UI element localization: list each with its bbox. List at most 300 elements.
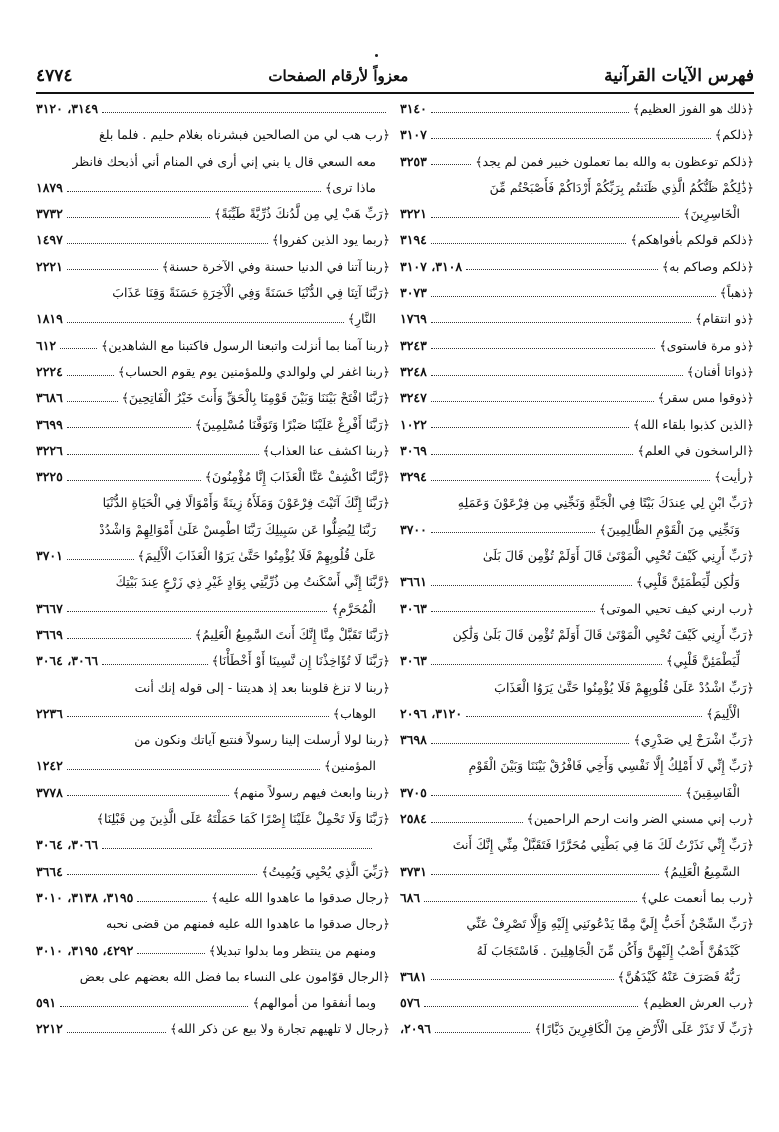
page-refs: ٥٧٦ bbox=[400, 995, 421, 1011]
entry-line bbox=[36, 806, 390, 832]
verse-text: وبما أنفقوا من أموالهم﴾ bbox=[252, 995, 376, 1011]
entry-line bbox=[400, 333, 754, 359]
header-rule bbox=[36, 92, 754, 94]
page-refs: ٢٢١٢ bbox=[36, 1021, 63, 1037]
entry-line bbox=[36, 938, 390, 964]
index-entry bbox=[36, 859, 390, 885]
index-entry bbox=[36, 806, 390, 859]
entry-line bbox=[400, 201, 754, 227]
index-entry bbox=[36, 964, 390, 1017]
entry-line bbox=[36, 727, 390, 753]
page-number: ٤٧٧٤ bbox=[36, 66, 73, 86]
dot-leader bbox=[102, 112, 386, 113]
entry-line bbox=[400, 596, 754, 622]
page-refs: ٥٩١ bbox=[36, 995, 57, 1011]
dot-leader bbox=[431, 243, 626, 244]
verse-text: ﴿رب بما أنعمت علي﴾ bbox=[640, 889, 754, 905]
verse-text: ﴿ربنا آتنا في الدنيا حسنة وفي الآخرة حسنة﴾ bbox=[161, 258, 390, 274]
page-refs: ٢٢٢١ bbox=[36, 258, 63, 274]
entry-line bbox=[400, 517, 754, 543]
index-entry bbox=[400, 280, 754, 306]
page-subtitle: معزواً لأرقام الصفحات bbox=[268, 67, 409, 85]
entry-line bbox=[400, 359, 754, 385]
dot-leader bbox=[431, 874, 659, 875]
page-refs: ٣٠٦٣ bbox=[400, 653, 427, 669]
verse-text: ﴿الرجال قوّامون على النساء بما فضل الله بعضهم على بعض bbox=[79, 968, 390, 984]
verse-text: رَبُّهُ فَصَرَفَ عَنْهُ كَيْدَهُنَّ﴾ bbox=[617, 968, 740, 984]
index-entry bbox=[36, 254, 390, 280]
page-refs: ٣١٩٤ bbox=[400, 232, 427, 248]
page-refs: ٣٠٦٩ bbox=[400, 442, 427, 458]
verse-text: ﴿ذواتا أفنان﴾ bbox=[686, 363, 754, 379]
dot-leader bbox=[67, 454, 259, 455]
verse-text: ﴿رَبَّنَا آتِنَا فِي الدُّنْيَا حَسَنَةً وَفِي الْآخِرَةِ حَسَنَةً وَقِنَا عَذَابَ bbox=[112, 285, 390, 301]
entry-line bbox=[400, 254, 754, 280]
verse-text: ﴿رَّبَّنَا إِنِّي أَسْكَنتُ مِن ذُرِّيَّتِي بِوَادٍ غَيْرِ ذِي زَرْعٍ عِندَ بَيْتِكَ bbox=[115, 574, 390, 590]
index-columns bbox=[36, 96, 754, 1106]
entry-line bbox=[36, 885, 390, 911]
dot-leader bbox=[431, 217, 679, 218]
verse-text: ﴿ربنا لا تزغ قلوبنا بعد إذ هديتنا - إلى قوله إنك أنت bbox=[134, 679, 390, 695]
dot-leader bbox=[431, 664, 662, 665]
entry-line bbox=[400, 149, 754, 175]
entry-line bbox=[400, 227, 754, 253]
dot-leader bbox=[67, 559, 134, 560]
dot-leader bbox=[431, 480, 710, 481]
verse-text: ومنهم من ينتظر وما بدلوا تبديلا﴾ bbox=[208, 942, 376, 958]
entry-line bbox=[400, 859, 754, 885]
entry-line bbox=[36, 438, 390, 464]
verse-text: رَبَّنَا لِيُضِلُّوا عَن سَبِيلِكَ رَبَّنَا اطْمِسْ عَلَىٰ أَمْوَالِهِمْ وَاشْدُدْ bbox=[99, 521, 376, 537]
dot-leader bbox=[431, 401, 654, 402]
verse-text: ﴿ذلكم﴾ bbox=[714, 127, 754, 143]
entry-line bbox=[400, 280, 754, 306]
page-refs: ٣٧٣١ bbox=[400, 863, 427, 879]
index-entry bbox=[36, 648, 390, 674]
verse-text: ﴿ربنا وابعث فيهم رسولاً منهم﴾ bbox=[232, 784, 390, 800]
verse-text: ﴿رَبِّ أَرِنِي كَيْفَ تُحْيِي الْمَوْتَىٰ قَالَ أَوَلَمْ تُؤْمِن قَالَ بَلَىٰ bbox=[482, 548, 754, 564]
verse-text: المؤمنين﴾ bbox=[323, 758, 376, 774]
entry-line bbox=[400, 727, 754, 753]
dot-leader bbox=[435, 1032, 530, 1033]
entry-line bbox=[400, 780, 754, 806]
dot-leader bbox=[67, 795, 229, 796]
index-entry bbox=[36, 1016, 390, 1042]
page-refs: ٦١٢ bbox=[36, 337, 57, 353]
entry-line bbox=[36, 122, 390, 148]
page-refs: ١٠٢٢ bbox=[400, 416, 427, 432]
dot-leader bbox=[431, 454, 634, 455]
verse-text: الْخَاسِرِينَ﴾ bbox=[683, 206, 740, 222]
entry-line bbox=[400, 701, 754, 727]
index-entry bbox=[36, 569, 390, 622]
dot-leader bbox=[67, 217, 210, 218]
entry-line bbox=[36, 280, 390, 306]
index-entry bbox=[400, 227, 754, 253]
entry-line bbox=[400, 622, 754, 648]
entry-line bbox=[400, 964, 754, 990]
dot-leader bbox=[67, 427, 191, 428]
verse-text: ﴿ذلكم قولكم بأفواهكم﴾ bbox=[630, 232, 754, 248]
entry-line bbox=[400, 806, 754, 832]
verse-text: ﴿رَبِّ اشْدُدْ عَلَىٰ قُلُوبِهِمْ فَلَا يُؤْمِنُوا حَتَّىٰ يَرَوُا الْعَذَابَ bbox=[494, 679, 754, 695]
index-entry bbox=[36, 464, 390, 490]
entry-line bbox=[400, 306, 754, 332]
verse-text: ﴿رَبِّ لَا تَذَرْ عَلَى الْأَرْضِ مِنَ الْكَافِرِينَ دَيَّارًا﴾ bbox=[534, 1021, 754, 1037]
page-refs: ٣٢٢٥ bbox=[36, 469, 63, 485]
page-refs: ٣٦٩٩ bbox=[36, 416, 63, 432]
dot-leader bbox=[431, 743, 630, 744]
page-refs: ١٧٦٩ bbox=[400, 311, 427, 327]
index-entry bbox=[36, 385, 390, 411]
verse-text: ﴿ذلك هو الفوز العظيم﴾ bbox=[632, 101, 754, 116]
entry-line bbox=[36, 359, 390, 385]
entry-line bbox=[400, 438, 754, 464]
page-refs: ٣٢٥٣ bbox=[400, 153, 427, 169]
page-refs: ١٨٧٩ bbox=[36, 179, 63, 195]
dot-leader bbox=[67, 611, 328, 612]
entry-line bbox=[400, 96, 754, 122]
page-refs: ٣٠٦٦، ٣٠٦٤ bbox=[36, 837, 99, 853]
entry-line bbox=[400, 569, 754, 595]
verse-text: ﴿ذلكم توعظون به والله بما تعملون خبير فمن لم يجد﴾ bbox=[475, 153, 754, 169]
index-entry bbox=[400, 254, 754, 280]
page-refs: ٣١٤٩، ٣١٢٠ bbox=[36, 101, 99, 116]
entry-line bbox=[400, 675, 754, 701]
verse-text: ﴿رَبَّنَا تَقَبَّلْ مِنَّا إِنَّكَ أَنتَ السَّمِيعُ الْعَلِيمُ﴾ bbox=[194, 626, 390, 642]
verse-text: الوهاب﴾ bbox=[332, 705, 376, 721]
verse-text: ﴿الذين كذبوا بلقاء الله﴾ bbox=[632, 416, 754, 432]
index-entry bbox=[36, 333, 390, 359]
verse-text: الْأَلِيمَ﴾ bbox=[706, 705, 740, 721]
entry-line bbox=[36, 306, 390, 332]
verse-text: ﴿رَبِّيَ الَّذِي يُحْيِي وَيُمِيتُ﴾ bbox=[261, 863, 390, 879]
verse-text: ﴿ذهباً﴾ bbox=[719, 285, 754, 301]
index-entry bbox=[36, 490, 390, 569]
dot-leader bbox=[431, 822, 523, 823]
dot-leader bbox=[137, 901, 207, 902]
page-refs: ٢٢٢٤ bbox=[36, 363, 63, 379]
dot-leader bbox=[102, 664, 207, 665]
index-entry bbox=[400, 990, 754, 1016]
entry-line bbox=[36, 701, 390, 727]
entry-line bbox=[400, 832, 754, 858]
index-entry bbox=[36, 622, 390, 648]
entry-line bbox=[36, 569, 390, 595]
dot-leader bbox=[67, 638, 191, 639]
page-refs: ٦٨٦ bbox=[400, 889, 421, 905]
entry-line bbox=[400, 885, 754, 911]
dot-leader bbox=[431, 375, 683, 376]
entry-line bbox=[36, 517, 390, 543]
verse-text: الْمُحَرَّمِ﴾ bbox=[331, 600, 376, 616]
page-refs: ١٢٤٢ bbox=[36, 758, 63, 774]
dot-leader bbox=[67, 375, 114, 376]
index-entry bbox=[36, 438, 390, 464]
verse-text: ﴿رَبَّنَا افْتَحْ بَيْنَنَا وَبَيْنَ قَوْمِنَا بِالْحَقِّ وَأَنتَ خَيْرُ الْفَاتِحِينَ﴾ bbox=[121, 390, 390, 406]
page-title: فهرس الآيات القرآنية bbox=[604, 66, 754, 86]
index-entry bbox=[400, 675, 754, 728]
verse-text: ﴿رَبَّنَا أَفْرِغْ عَلَيْنَا صَبْرًا وَتَوَفَّنَا مُسْلِمِينَ﴾ bbox=[194, 416, 390, 432]
dot-leader bbox=[67, 322, 344, 323]
entry-line bbox=[400, 122, 754, 148]
verse-text: عَلَىٰ قُلُوبِهِمْ فَلَا يُؤْمِنُوا حَتَّىٰ يَرَوُا الْعَذَابَ الْأَلِيمَ﴾ bbox=[137, 548, 376, 564]
index-entry bbox=[400, 438, 754, 464]
entry-line bbox=[36, 1016, 390, 1042]
index-entry bbox=[400, 96, 754, 122]
entry-line bbox=[400, 464, 754, 490]
verse-text: ﴿رَبَّنَا لَا تُؤَاخِذْنَا إِن نَّسِينَا أَوْ أَخْطَأْنَا﴾ bbox=[211, 653, 390, 669]
dot-leader bbox=[137, 953, 204, 954]
dot-leader bbox=[67, 243, 268, 244]
verse-text: النَّارِ﴾ bbox=[347, 311, 376, 327]
entry-line bbox=[36, 911, 390, 937]
dot-leader bbox=[67, 269, 158, 270]
index-entry bbox=[400, 490, 754, 543]
verse-text: ﴿رَبَّنَا إِنَّكَ آتَيْتَ فِرْعَوْنَ وَمَلَأَهُ زِينَةً وَأَمْوَالًا فِي الْحَيَاةِ الدُّنْيَا bbox=[102, 495, 390, 511]
page-refs: ٢٥٨٤ bbox=[400, 811, 427, 827]
dot-leader bbox=[431, 585, 632, 586]
page-refs: ٣٦٦٤ bbox=[36, 863, 63, 879]
dot-leader bbox=[67, 716, 329, 717]
entry-line bbox=[400, 753, 754, 779]
dot-leader bbox=[67, 401, 118, 402]
page-refs: ٣٦٨٦ bbox=[36, 390, 63, 406]
verse-text: ﴿ربنا اكشف عنا العذاب﴾ bbox=[262, 442, 390, 458]
verse-text: الْفَاسِقِينَ﴾ bbox=[685, 784, 740, 800]
verse-text: ﴿رجال لا تلهيهم تجارة ولا بيع عن ذكر الله﴾ bbox=[170, 1021, 390, 1037]
page-refs: ٢٠٩٦، bbox=[400, 1021, 431, 1037]
entry-line bbox=[36, 385, 390, 411]
entry-line bbox=[400, 175, 754, 201]
page-refs: ٣٠٦٣ bbox=[400, 600, 427, 616]
page-refs: ٣٢٤٨ bbox=[400, 363, 427, 379]
page-refs: ٣٦٩٨ bbox=[400, 732, 427, 748]
entry-line bbox=[36, 964, 390, 990]
dot-leader bbox=[431, 795, 681, 796]
index-entry bbox=[36, 727, 390, 780]
verse-text: وَنَجِّنِي مِنَ الْقَوْمِ الظَّالِمِينَ﴾ bbox=[599, 521, 740, 537]
page-refs: ٣٢٩٤ bbox=[400, 469, 427, 485]
page-refs: ٣٠٧٣ bbox=[400, 285, 427, 301]
entry-line bbox=[36, 990, 390, 1016]
dot-leader bbox=[431, 427, 629, 428]
verse-text: ﴿رَبِّ السِّجْنُ أَحَبُّ إِلَيَّ مِمَّا يَدْعُونَنِي إِلَيْهِ وَإِلَّا تَصْرِفْ عَنِّي bbox=[466, 916, 754, 932]
entry-line bbox=[400, 938, 754, 964]
index-entry bbox=[400, 885, 754, 911]
index-entry bbox=[400, 149, 754, 175]
index-entry bbox=[400, 911, 754, 990]
page-refs: ٣١٢٠، ٢٠٩٦ bbox=[400, 705, 463, 721]
index-entry bbox=[400, 727, 754, 753]
index-entry bbox=[400, 464, 754, 490]
left-column bbox=[36, 96, 390, 1106]
index-entry bbox=[400, 385, 754, 411]
entry-line bbox=[36, 96, 390, 122]
entry-line bbox=[400, 412, 754, 438]
verse-text: لِّيَطْمَئِنَّ قَلْبِي﴾ bbox=[666, 653, 740, 669]
dot-leader bbox=[424, 901, 636, 902]
index-entry bbox=[400, 122, 754, 148]
index-entry bbox=[36, 201, 390, 227]
page-refs: ٤٢٩٢، ٣١٩٥، ٣٠١٠ bbox=[36, 942, 134, 958]
dot-leader bbox=[431, 138, 711, 139]
verse-text: ﴿رب ارني كيف تحيي الموتى﴾ bbox=[598, 600, 754, 616]
verse-text: ماذا ترى﴾ bbox=[324, 179, 376, 195]
index-entry bbox=[36, 675, 390, 728]
verse-text: ﴿رَبِّ هَبْ لِي مِن لَّدُنكَ ذُرِّيَّةً طَيِّبَةً﴾ bbox=[214, 206, 390, 222]
entry-line bbox=[36, 832, 390, 858]
verse-text: معه السعي قال يا بني إني أرى في المنام أني أذبحك فانظر bbox=[72, 153, 376, 169]
index-entry bbox=[36, 885, 390, 911]
verse-text: ﴿رَبِّ ابْنِ لِي عِندَكَ بَيْتًا فِي الْجَنَّةِ وَنَجِّنِي مِن فِرْعَوْنَ وَعَمَلِهِ bbox=[457, 495, 754, 511]
verse-text: ﴿رَبِّ إِنِّي لَا أَمْلِكُ إِلَّا نَفْسِي وَأَخِي فَافْرُقْ بَيْنَنَا وَبَيْنَ الْقَوْمِ bbox=[468, 758, 754, 774]
verse-text: ﴿ربما يود الذين كفروا﴾ bbox=[271, 232, 390, 248]
verse-text: ﴿رب العرش العظيم﴾ bbox=[642, 995, 754, 1011]
verse-text: ﴿ذو انتقام﴾ bbox=[695, 311, 754, 327]
dot-leader bbox=[466, 269, 658, 270]
dot-leader bbox=[431, 296, 716, 297]
dot-leader bbox=[431, 112, 629, 113]
right-column bbox=[400, 96, 754, 1106]
index-entry bbox=[400, 306, 754, 332]
dot-leader bbox=[102, 848, 372, 849]
entry-line bbox=[36, 596, 390, 622]
page-refs: ٣٦٨١ bbox=[400, 968, 427, 984]
page-refs: ٣١٤٠ bbox=[400, 101, 427, 116]
dot-leader bbox=[67, 191, 321, 192]
dot-leader bbox=[431, 164, 471, 165]
index-entry bbox=[36, 122, 390, 201]
page-refs: ٣١٠٧ bbox=[400, 127, 427, 143]
entry-line bbox=[36, 648, 390, 674]
verse-text: ﴿ذوقوا مس سقر﴾ bbox=[657, 390, 754, 406]
index-entry bbox=[36, 359, 390, 385]
dot-leader bbox=[67, 769, 320, 770]
verse-text: ﴿رجال صدقوا ما عاهدوا الله عليه فمنهم من قضى نحبه bbox=[106, 916, 390, 932]
verse-text: ﴿ربنا آمنا بما أنزلت واتبعنا الرسول فاكتبنا مع الشاهدين﴾ bbox=[101, 337, 390, 353]
dot-leader bbox=[431, 979, 614, 980]
page-refs: ٣١٩٥، ٣١٣٨، ٣٠١٠ bbox=[36, 889, 134, 905]
page-refs: ٣٢٢١ bbox=[400, 206, 427, 222]
index-entry bbox=[36, 227, 390, 253]
index-entry bbox=[400, 806, 754, 832]
entry-line bbox=[36, 333, 390, 359]
page-refs: ٣٠٦٦، ٣٠٦٤ bbox=[36, 653, 99, 669]
index-entry bbox=[36, 280, 390, 333]
verse-text: ﴿رب إني مسني الضر وانت ارحم الراحمين﴾ bbox=[526, 811, 754, 827]
verse-text: ﴿الراسخون في العلم﴾ bbox=[637, 442, 754, 458]
dot-leader bbox=[431, 532, 595, 533]
verse-text: ﴿ربنا لولا أرسلت إلينا رسولاً فنتبع آياتك ونكون من bbox=[134, 732, 390, 748]
page-refs: ٢٢٣٦ bbox=[36, 705, 63, 721]
index-entry bbox=[400, 753, 754, 806]
verse-text: ﴿رَبِّ اشْرَحْ لِي صَدْرِي﴾ bbox=[633, 732, 754, 748]
entry-line bbox=[36, 543, 390, 569]
verse-text: ﴿ذو مرة فاستوى﴾ bbox=[659, 337, 754, 353]
entry-line bbox=[36, 780, 390, 806]
index-entry bbox=[400, 412, 754, 438]
index-entry bbox=[400, 622, 754, 675]
entry-line bbox=[400, 543, 754, 569]
entry-line bbox=[36, 490, 390, 516]
page-header bbox=[36, 62, 754, 90]
entry-line bbox=[400, 490, 754, 516]
index-entry bbox=[400, 832, 754, 885]
index-entry bbox=[36, 911, 390, 964]
page-refs: ٣٧٧٨ bbox=[36, 784, 63, 800]
verse-text: ﴿ذَٰلِكُمْ ظَنُّكُمُ الَّذِي ظَنَنتُم بِرَبِّكُمْ أَرْدَاكُمْ فَأَصْبَحْتُم مِّنَ bbox=[489, 179, 754, 195]
page-refs: ٣٢٤٣ bbox=[400, 337, 427, 353]
page-refs: ٣٢٢٦ bbox=[36, 442, 63, 458]
verse-text: كَيْدَهُنَّ أَصْبُ إِلَيْهِنَّ وَأَكُن مِّنَ الْجَاهِلِينَ . فَاسْتَجَابَ لَهُ bbox=[476, 942, 740, 958]
index-entry bbox=[400, 359, 754, 385]
page-refs: ١٨١٩ bbox=[36, 311, 63, 327]
dot-leader bbox=[60, 348, 97, 349]
verse-text: السَّمِيعُ الْعَلِيمُ﴾ bbox=[663, 863, 740, 879]
entry-line bbox=[36, 201, 390, 227]
dot-leader bbox=[424, 1006, 638, 1007]
verse-text: ﴿رأيت﴾ bbox=[714, 469, 754, 485]
index-entry bbox=[400, 175, 754, 228]
entry-line bbox=[400, 911, 754, 937]
page-refs: ٣٧٣٢ bbox=[36, 206, 63, 222]
verse-text: ﴿رَبِّ إِنِّي نَذَرْتُ لَكَ مَا فِي بَطْنِي مُحَرَّرًا فَتَقَبَّلْ مِنِّي إِنَّكَ أَنتَ bbox=[452, 837, 754, 853]
page-refs: ١٤٩٧ bbox=[36, 232, 63, 248]
page-refs: ٣٦٦٧ bbox=[36, 600, 63, 616]
verse-text: ﴿ذلكم وصاكم به﴾ bbox=[661, 258, 754, 274]
page-refs: ٣٢٤٧ bbox=[400, 390, 427, 406]
index-entry bbox=[36, 412, 390, 438]
index-entry bbox=[400, 1016, 754, 1042]
index-entry bbox=[400, 333, 754, 359]
index-entry bbox=[400, 596, 754, 622]
entry-line bbox=[400, 648, 754, 674]
dot-leader bbox=[67, 874, 257, 875]
entry-line bbox=[36, 227, 390, 253]
dot-leader bbox=[431, 611, 595, 612]
entry-line bbox=[36, 412, 390, 438]
entry-line bbox=[36, 149, 390, 175]
entry-line bbox=[36, 675, 390, 701]
entry-line bbox=[36, 464, 390, 490]
page-refs: ٣٦٦١ bbox=[400, 574, 427, 590]
dot-leader bbox=[431, 348, 656, 349]
verse-text: ﴿رَبَّنَا وَلَا تَحْمِلْ عَلَيْنَا إِصْرًا كَمَا حَمَلْتَهُ عَلَى الَّذِينَ مِن قَبْلِنَا﴾ bbox=[96, 811, 390, 827]
dot-leader bbox=[431, 322, 691, 323]
page-refs: ٣١٠٨، ٣١٠٧ bbox=[400, 258, 463, 274]
verse-text: ﴿رجال صدقوا ما عاهدوا الله عليه﴾ bbox=[211, 889, 390, 905]
entry-line bbox=[400, 1016, 754, 1042]
verse-text: ﴿رب هب لي من الصالحين فبشرناه بغلام حليم . فلما بلغ bbox=[99, 127, 390, 143]
verse-text: ﴿ربنا اغفر لي ولوالدي وللمؤمنين يوم يقوم الحساب﴾ bbox=[117, 363, 390, 379]
dot-leader bbox=[67, 480, 201, 481]
page-refs: ٣٧٠١ bbox=[36, 548, 63, 564]
verse-text: ﴿رَبِّ أَرِنِي كَيْفَ تُحْيِي الْمَوْتَىٰ قَالَ أَوَلَمْ تُؤْمِن قَالَ بَلَىٰ وَلَٰكِن bbox=[452, 626, 754, 642]
page-refs: ٣٦٦٩ bbox=[36, 626, 63, 642]
entry-line bbox=[400, 385, 754, 411]
page-refs: ٣٧٠٥ bbox=[400, 784, 427, 800]
index-entry bbox=[36, 96, 390, 122]
dot-leader bbox=[67, 1032, 166, 1033]
verse-text: وَلَٰكِن لِّيَطْمَئِنَّ قَلْبِي﴾ bbox=[635, 574, 740, 590]
dot-leader bbox=[466, 716, 702, 717]
index-entry bbox=[400, 543, 754, 596]
entry-line bbox=[400, 990, 754, 1016]
verse-text: ﴿رَّبَّنَا اكْشِفْ عَنَّا الْعَذَابَ إِنَّا مُؤْمِنُونَ﴾ bbox=[204, 469, 390, 485]
index-entry bbox=[36, 780, 390, 806]
page-refs: ٣٧٠٠ bbox=[400, 521, 427, 537]
